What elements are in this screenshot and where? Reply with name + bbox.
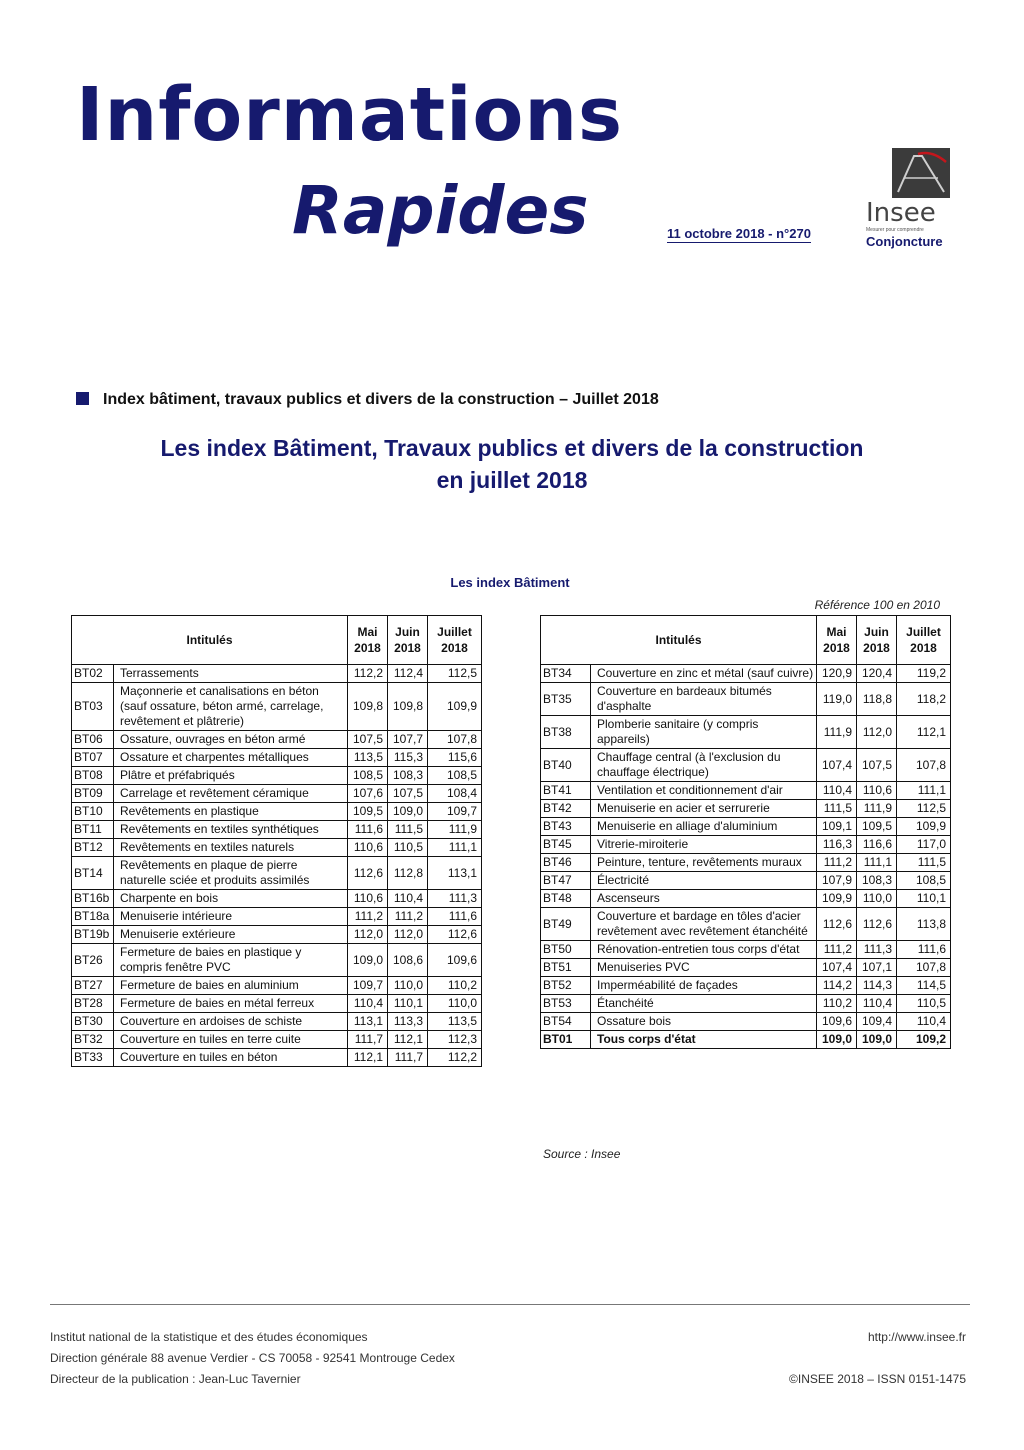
row-label: Fermeture de baies en métal ferreux bbox=[114, 995, 348, 1013]
row-value-juin: 108,3 bbox=[388, 767, 428, 785]
row-value-juillet: 112,5 bbox=[897, 800, 951, 818]
row-value-juillet: 114,5 bbox=[897, 977, 951, 995]
subject-line bbox=[76, 391, 659, 409]
row-value-mai: 110,2 bbox=[817, 995, 857, 1013]
row-value-mai: 110,6 bbox=[348, 839, 388, 857]
row-code: BT30 bbox=[72, 1013, 114, 1031]
row-code: BT26 bbox=[72, 944, 114, 977]
table-row bbox=[541, 683, 951, 716]
row-label: Fermeture de baies en aluminium bbox=[114, 977, 348, 995]
row-value-juillet: 107,8 bbox=[428, 731, 482, 749]
row-code: BT19b bbox=[72, 926, 114, 944]
row-label: Ossature, ouvrages en béton armé bbox=[114, 731, 348, 749]
row-code: BT38 bbox=[541, 716, 591, 749]
row-value-mai: 109,5 bbox=[348, 803, 388, 821]
row-value-mai: 119,0 bbox=[817, 683, 857, 716]
row-code: BT49 bbox=[541, 908, 591, 941]
footer-divider bbox=[50, 1304, 970, 1305]
row-code: BT02 bbox=[72, 665, 114, 683]
row-code: BT12 bbox=[72, 839, 114, 857]
publication-subtitle: Rapides bbox=[292, 172, 589, 249]
row-value-mai: 107,4 bbox=[817, 959, 857, 977]
row-value-juillet: 111,6 bbox=[897, 941, 951, 959]
reference-note: Référence 100 en 2010 bbox=[814, 598, 940, 612]
row-value-juin: 110,0 bbox=[857, 890, 897, 908]
table-row bbox=[541, 1031, 951, 1049]
row-value-mai: 109,7 bbox=[348, 977, 388, 995]
row-value-mai: 111,6 bbox=[348, 821, 388, 839]
row-code: BT09 bbox=[72, 785, 114, 803]
row-value-juillet: 111,1 bbox=[428, 839, 482, 857]
row-value-juin: 108,6 bbox=[388, 944, 428, 977]
row-label: Étanchéité bbox=[591, 995, 817, 1013]
footer-left bbox=[50, 1327, 455, 1390]
row-code: BT51 bbox=[541, 959, 591, 977]
row-value-mai: 120,9 bbox=[817, 665, 857, 683]
row-code: BT18a bbox=[72, 908, 114, 926]
col-header-mai: Mai 2018 bbox=[817, 616, 857, 665]
row-value-mai: 111,7 bbox=[348, 1031, 388, 1049]
row-label: Charpente en bois bbox=[114, 890, 348, 908]
row-value-juin: 110,4 bbox=[388, 890, 428, 908]
row-label: Fermeture de baies en plastique y compris fenêtre PVC bbox=[114, 944, 348, 977]
table-row bbox=[541, 908, 951, 941]
row-value-mai: 111,5 bbox=[817, 800, 857, 818]
row-value-juin: 112,0 bbox=[388, 926, 428, 944]
row-value-juin: 111,7 bbox=[388, 1049, 428, 1067]
row-value-mai: 114,2 bbox=[817, 977, 857, 995]
publication-title: Informations bbox=[76, 72, 624, 158]
row-value-juillet: 113,5 bbox=[428, 1013, 482, 1031]
row-value-mai: 109,0 bbox=[817, 1031, 857, 1049]
row-value-juillet: 110,4 bbox=[897, 1013, 951, 1031]
row-label: Ascenseurs bbox=[591, 890, 817, 908]
table-row bbox=[72, 1013, 482, 1031]
row-code: BT41 bbox=[541, 782, 591, 800]
row-code: BT16b bbox=[72, 890, 114, 908]
issue-date: 11 octobre 2018 - n°270 bbox=[667, 226, 811, 241]
headline-line-1: Les index Bâtiment, Travaux publics et divers de la construction bbox=[160, 435, 864, 461]
row-label: Électricité bbox=[591, 872, 817, 890]
row-label: Menuiserie en acier et serrurerie bbox=[591, 800, 817, 818]
row-label: Menuiserie extérieure bbox=[114, 926, 348, 944]
row-value-juillet: 109,6 bbox=[428, 944, 482, 977]
row-value-juin: 110,1 bbox=[388, 995, 428, 1013]
index-table-right bbox=[540, 615, 951, 1049]
row-code: BT28 bbox=[72, 995, 114, 1013]
row-value-mai: 110,4 bbox=[348, 995, 388, 1013]
row-label: Couverture en tuiles en terre cuite bbox=[114, 1031, 348, 1049]
row-code: BT45 bbox=[541, 836, 591, 854]
row-label: Revêtements en textiles synthétiques bbox=[114, 821, 348, 839]
headline bbox=[100, 432, 924, 496]
row-value-juin: 120,4 bbox=[857, 665, 897, 683]
row-code: BT53 bbox=[541, 995, 591, 1013]
row-value-mai: 113,5 bbox=[348, 749, 388, 767]
col-header-label: Intitulés bbox=[541, 616, 817, 665]
row-value-juillet: 115,6 bbox=[428, 749, 482, 767]
row-value-juillet: 119,2 bbox=[897, 665, 951, 683]
conjoncture-label: Conjoncture bbox=[866, 234, 943, 249]
row-value-juin: 109,0 bbox=[857, 1031, 897, 1049]
row-code: BT11 bbox=[72, 821, 114, 839]
table-header-row bbox=[72, 616, 482, 665]
row-code: BT03 bbox=[72, 683, 114, 731]
row-value-juin: 110,6 bbox=[857, 782, 897, 800]
row-value-juillet: 107,8 bbox=[897, 959, 951, 977]
table-row bbox=[72, 731, 482, 749]
row-value-juillet: 112,5 bbox=[428, 665, 482, 683]
footer-director: Directeur de la publication : Jean-Luc Tavernier bbox=[50, 1372, 301, 1386]
footer-copyright: ©INSEE 2018 – ISSN 0151-1475 bbox=[789, 1372, 966, 1386]
row-value-juillet: 111,6 bbox=[428, 908, 482, 926]
row-value-juin: 111,3 bbox=[857, 941, 897, 959]
table-row bbox=[541, 716, 951, 749]
insee-tagline: Mesurer pour comprendre bbox=[866, 227, 924, 233]
row-code: BT54 bbox=[541, 1013, 591, 1031]
footer-address: Direction générale 88 avenue Verdier - CS 70058 - 92541 Montrouge Cedex bbox=[50, 1351, 455, 1365]
row-label: Menuiserie intérieure bbox=[114, 908, 348, 926]
table-row bbox=[72, 857, 482, 890]
row-label: Couverture en ardoises de schiste bbox=[114, 1013, 348, 1031]
row-value-juin: 112,0 bbox=[857, 716, 897, 749]
row-value-juillet: 109,2 bbox=[897, 1031, 951, 1049]
row-code: BT46 bbox=[541, 854, 591, 872]
col-header-juillet: Juillet 2018 bbox=[428, 616, 482, 665]
row-label: Couverture en bardeaux bitumés d'asphalte bbox=[591, 683, 817, 716]
col-header-mai: Mai 2018 bbox=[348, 616, 388, 665]
row-label: Ossature et charpentes métalliques bbox=[114, 749, 348, 767]
row-label: Peinture, tenture, revêtements muraux bbox=[591, 854, 817, 872]
row-label: Tous corps d'état bbox=[591, 1031, 817, 1049]
row-value-mai: 110,4 bbox=[817, 782, 857, 800]
row-value-juillet: 112,6 bbox=[428, 926, 482, 944]
row-value-mai: 111,9 bbox=[817, 716, 857, 749]
row-label: Vitrerie-miroiterie bbox=[591, 836, 817, 854]
row-value-juillet: 111,5 bbox=[897, 854, 951, 872]
row-label: Ossature bois bbox=[591, 1013, 817, 1031]
row-label: Rénovation-entretien tous corps d'état bbox=[591, 941, 817, 959]
row-value-juin: 109,0 bbox=[388, 803, 428, 821]
footer-right bbox=[789, 1327, 966, 1390]
row-code: BT07 bbox=[72, 749, 114, 767]
table-row bbox=[72, 890, 482, 908]
row-label: Chauffage central (à l'exclusion du chauffage électrique) bbox=[591, 749, 817, 782]
table-row bbox=[541, 941, 951, 959]
table-row bbox=[541, 890, 951, 908]
row-value-juin: 111,2 bbox=[388, 908, 428, 926]
row-value-juin: 107,5 bbox=[857, 749, 897, 782]
row-value-juillet: 113,1 bbox=[428, 857, 482, 890]
row-label: Couverture en zinc et métal (sauf cuivre) bbox=[591, 665, 817, 683]
table-row bbox=[72, 683, 482, 731]
row-label: Carrelage et revêtement céramique bbox=[114, 785, 348, 803]
footer-spacer bbox=[789, 1348, 966, 1369]
row-value-juin: 110,5 bbox=[388, 839, 428, 857]
row-value-juin: 114,3 bbox=[857, 977, 897, 995]
row-label: Couverture en tuiles en béton bbox=[114, 1049, 348, 1067]
table-row bbox=[72, 926, 482, 944]
row-code: BT34 bbox=[541, 665, 591, 683]
row-value-mai: 108,5 bbox=[348, 767, 388, 785]
row-code: BT08 bbox=[72, 767, 114, 785]
row-code: BT10 bbox=[72, 803, 114, 821]
row-value-juin: 115,3 bbox=[388, 749, 428, 767]
row-value-juillet: 110,2 bbox=[428, 977, 482, 995]
table-row bbox=[72, 1049, 482, 1067]
row-code: BT48 bbox=[541, 890, 591, 908]
row-code: BT33 bbox=[72, 1049, 114, 1067]
row-value-juillet: 112,3 bbox=[428, 1031, 482, 1049]
row-value-juillet: 112,2 bbox=[428, 1049, 482, 1067]
table-row bbox=[541, 800, 951, 818]
table-row bbox=[541, 872, 951, 890]
row-value-mai: 112,6 bbox=[817, 908, 857, 941]
row-label: Revêtements en plastique bbox=[114, 803, 348, 821]
row-value-juin: 107,5 bbox=[388, 785, 428, 803]
row-label: Imperméabilité de façades bbox=[591, 977, 817, 995]
table-row bbox=[72, 665, 482, 683]
headline-line-2: en juillet 2018 bbox=[436, 467, 588, 493]
table-row bbox=[72, 908, 482, 926]
row-value-mai: 109,1 bbox=[817, 818, 857, 836]
row-label: Plomberie sanitaire (y compris appareils) bbox=[591, 716, 817, 749]
row-value-juillet: 110,1 bbox=[897, 890, 951, 908]
row-value-juillet: 113,8 bbox=[897, 908, 951, 941]
row-value-juillet: 112,1 bbox=[897, 716, 951, 749]
insee-logo-icon bbox=[892, 148, 950, 198]
row-value-juillet: 110,5 bbox=[897, 995, 951, 1013]
row-code: BT06 bbox=[72, 731, 114, 749]
row-label: Revêtements en plaque de pierre naturelle sciée et produits assimilés bbox=[114, 857, 348, 890]
table-row bbox=[72, 767, 482, 785]
col-header-juin: Juin 2018 bbox=[388, 616, 428, 665]
row-value-juin: 112,8 bbox=[388, 857, 428, 890]
row-value-juillet: 108,4 bbox=[428, 785, 482, 803]
row-value-mai: 109,8 bbox=[348, 683, 388, 731]
row-value-mai: 107,6 bbox=[348, 785, 388, 803]
row-value-juin: 107,7 bbox=[388, 731, 428, 749]
row-label: Revêtements en textiles naturels bbox=[114, 839, 348, 857]
row-value-juin: 111,1 bbox=[857, 854, 897, 872]
row-value-juin: 109,8 bbox=[388, 683, 428, 731]
table-row bbox=[541, 959, 951, 977]
row-value-juin: 113,3 bbox=[388, 1013, 428, 1031]
row-value-juin: 109,5 bbox=[857, 818, 897, 836]
row-value-juillet: 107,8 bbox=[897, 749, 951, 782]
insee-logo bbox=[866, 148, 956, 249]
row-value-juillet: 108,5 bbox=[897, 872, 951, 890]
row-value-juin: 108,3 bbox=[857, 872, 897, 890]
row-label: Menuiseries PVC bbox=[591, 959, 817, 977]
row-value-juin: 111,9 bbox=[857, 800, 897, 818]
table-row bbox=[72, 785, 482, 803]
row-value-mai: 116,3 bbox=[817, 836, 857, 854]
row-value-juillet: 111,3 bbox=[428, 890, 482, 908]
row-value-juillet: 111,1 bbox=[897, 782, 951, 800]
row-value-juin: 107,1 bbox=[857, 959, 897, 977]
row-code: BT27 bbox=[72, 977, 114, 995]
row-value-juin: 111,5 bbox=[388, 821, 428, 839]
col-header-juillet: Juillet 2018 bbox=[897, 616, 951, 665]
index-table-left bbox=[71, 615, 482, 1067]
col-header-label: Intitulés bbox=[72, 616, 348, 665]
table-row bbox=[541, 782, 951, 800]
table-row bbox=[541, 665, 951, 683]
table-title: Les index Bâtiment bbox=[450, 575, 570, 590]
row-code: BT50 bbox=[541, 941, 591, 959]
footer-institute: Institut national de la statistique et des études économiques bbox=[50, 1330, 368, 1344]
row-value-mai: 109,0 bbox=[348, 944, 388, 977]
row-value-juillet: 108,5 bbox=[428, 767, 482, 785]
row-label: Plâtre et préfabriqués bbox=[114, 767, 348, 785]
row-value-juin: 109,4 bbox=[857, 1013, 897, 1031]
table-row bbox=[72, 749, 482, 767]
row-label: Terrassements bbox=[114, 665, 348, 683]
source-note: Source : Insee bbox=[543, 1147, 621, 1161]
row-value-juillet: 109,9 bbox=[897, 818, 951, 836]
row-label: Ventilation et conditionnement d'air bbox=[591, 782, 817, 800]
row-label: Maçonnerie et canalisations en béton (sauf ossature, béton armé, carrelage, revêtement et plâtrerie) bbox=[114, 683, 348, 731]
table-row bbox=[72, 944, 482, 977]
row-value-mai: 112,0 bbox=[348, 926, 388, 944]
row-value-juin: 110,0 bbox=[388, 977, 428, 995]
row-code: BT14 bbox=[72, 857, 114, 890]
row-value-mai: 109,6 bbox=[817, 1013, 857, 1031]
row-value-mai: 113,1 bbox=[348, 1013, 388, 1031]
row-code: BT43 bbox=[541, 818, 591, 836]
table-row bbox=[72, 803, 482, 821]
row-code: BT47 bbox=[541, 872, 591, 890]
insee-wordmark: Insee bbox=[866, 198, 936, 228]
table-row bbox=[541, 749, 951, 782]
row-value-juin: 118,8 bbox=[857, 683, 897, 716]
bullet-square-icon bbox=[76, 392, 89, 405]
table-row bbox=[72, 977, 482, 995]
row-value-mai: 107,5 bbox=[348, 731, 388, 749]
table-row bbox=[541, 1013, 951, 1031]
table-header-row bbox=[541, 616, 951, 665]
row-code: BT42 bbox=[541, 800, 591, 818]
row-code: BT01 bbox=[541, 1031, 591, 1049]
row-value-mai: 112,6 bbox=[348, 857, 388, 890]
row-value-juin: 112,4 bbox=[388, 665, 428, 683]
row-code: BT35 bbox=[541, 683, 591, 716]
subject-text: Index bâtiment, travaux publics et divers de la construction – Juillet 2018 bbox=[103, 391, 659, 408]
row-value-juillet: 110,0 bbox=[428, 995, 482, 1013]
row-value-mai: 107,9 bbox=[817, 872, 857, 890]
row-value-juillet: 109,9 bbox=[428, 683, 482, 731]
row-value-mai: 107,4 bbox=[817, 749, 857, 782]
row-value-mai: 112,2 bbox=[348, 665, 388, 683]
col-header-juin: Juin 2018 bbox=[857, 616, 897, 665]
row-code: BT40 bbox=[541, 749, 591, 782]
row-value-mai: 111,2 bbox=[817, 941, 857, 959]
table-row bbox=[541, 818, 951, 836]
table-row bbox=[541, 995, 951, 1013]
row-value-mai: 111,2 bbox=[348, 908, 388, 926]
row-value-mai: 112,1 bbox=[348, 1049, 388, 1067]
row-value-mai: 109,9 bbox=[817, 890, 857, 908]
row-value-mai: 111,2 bbox=[817, 854, 857, 872]
row-value-juin: 112,1 bbox=[388, 1031, 428, 1049]
table-row bbox=[72, 839, 482, 857]
row-value-mai: 110,6 bbox=[348, 890, 388, 908]
row-label: Menuiserie en alliage d'aluminium bbox=[591, 818, 817, 836]
row-value-juillet: 111,9 bbox=[428, 821, 482, 839]
row-code: BT32 bbox=[72, 1031, 114, 1049]
table-row bbox=[72, 995, 482, 1013]
footer-website-link[interactable]: http://www.insee.fr bbox=[867, 1330, 966, 1344]
row-code: BT52 bbox=[541, 977, 591, 995]
row-label: Couverture et bardage en tôles d'acier revêtement avec revêtement étanchéité bbox=[591, 908, 817, 941]
table-row bbox=[541, 836, 951, 854]
row-value-juillet: 117,0 bbox=[897, 836, 951, 854]
table-row bbox=[541, 854, 951, 872]
table-row bbox=[72, 1031, 482, 1049]
row-value-juillet: 118,2 bbox=[897, 683, 951, 716]
row-value-juin: 112,6 bbox=[857, 908, 897, 941]
row-value-juillet: 109,7 bbox=[428, 803, 482, 821]
row-value-juin: 110,4 bbox=[857, 995, 897, 1013]
table-row bbox=[72, 821, 482, 839]
row-value-juin: 116,6 bbox=[857, 836, 897, 854]
table-row bbox=[541, 977, 951, 995]
